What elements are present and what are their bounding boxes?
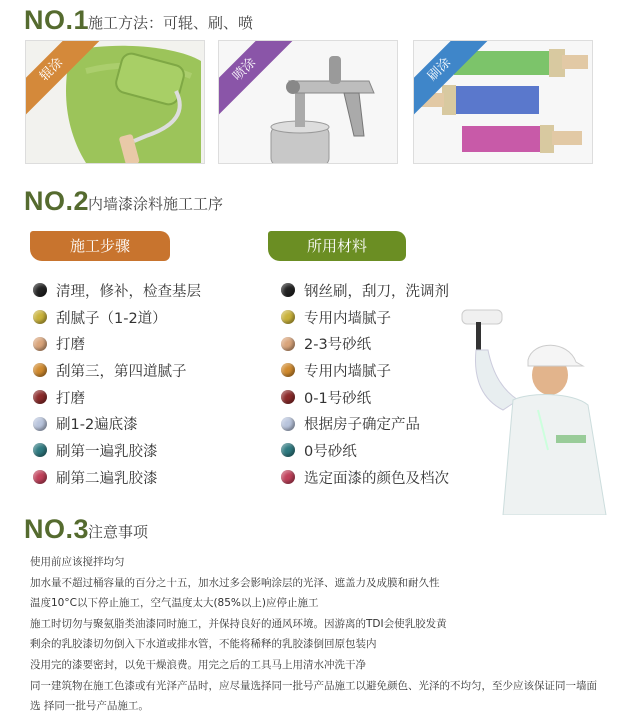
note-item: 温度10°C以下停止施工，空气温度太大(85%以上)应停止施工: [30, 597, 319, 610]
section3-title: 注意事项: [88, 523, 149, 541]
material-label: 专用内墙腻子: [304, 363, 391, 380]
material-label: 0号砂纸: [304, 443, 357, 460]
step-dot: [33, 363, 47, 377]
step-label: 清理，修补，检查基层: [56, 283, 201, 300]
section1-title: 施工方法：可辊、刷、喷: [88, 14, 254, 32]
material-label: 选定面漆的颜色及档次: [304, 470, 449, 487]
step-label: 刮第三，第四道腻子: [56, 363, 187, 380]
section2-title: 内墙漆涂料施工工序: [88, 195, 224, 213]
list-item: [33, 357, 263, 384]
notes-list: [30, 552, 605, 717]
painter-worker-icon: [458, 300, 608, 515]
step-dot: [33, 337, 47, 351]
step-label: 打磨: [56, 390, 85, 407]
list-item: [281, 437, 481, 464]
brush-panel: [413, 40, 593, 164]
list-item: [281, 384, 481, 411]
material-label: 0-1号砂纸: [304, 390, 372, 407]
list-item: [33, 437, 263, 464]
spray-panel: [218, 40, 398, 164]
step-dot: [33, 443, 47, 457]
list-item: [281, 357, 481, 384]
step-dot: [33, 283, 47, 297]
list-item: [281, 330, 481, 357]
section3-number: NO.3: [24, 514, 90, 544]
ribbon-spray: 喷涂: [218, 40, 297, 122]
section1-number: NO.1: [24, 5, 90, 35]
list-item: [281, 410, 481, 437]
material-dot: [281, 363, 295, 377]
material-dot: [281, 470, 295, 484]
steps-list: [33, 277, 263, 491]
note-item: 施工时切勿与聚氨脂类油漆同时施工，并保持良好的通风环境。因游离的TDI会使乳胶发黄: [30, 617, 447, 630]
materials-header: 所用材料: [268, 231, 406, 261]
list-item: [281, 277, 481, 304]
note-item: 使用前应该搅拌均匀: [30, 556, 125, 568]
ribbon-brush: 刷涂: [413, 40, 492, 122]
list-item: [281, 464, 481, 491]
material-dot: [281, 310, 295, 324]
list-item: [33, 304, 263, 331]
note-item: 加水量不超过桶容量的百分之十五，加水过多会影响涂层的光泽、遮盖力及成膜和耐久性: [30, 576, 440, 589]
list-item: [33, 277, 263, 304]
note-item: 没用完的漆要密封，以免干燥浪费。用完之后的工具马上用清水冲洗干净: [30, 658, 366, 671]
step-label: 刷第二遍乳胶漆: [56, 470, 158, 487]
list-item: [281, 304, 481, 331]
step-dot: [33, 470, 47, 484]
material-label: 钢丝刷，刮刀，洗调剂: [304, 283, 449, 300]
material-label: 根据房子确定产品: [304, 417, 420, 434]
step-label: 刷1-2遍底漆: [56, 417, 138, 434]
list-item: [33, 384, 263, 411]
step-label: 刷第一遍乳胶漆: [56, 443, 158, 460]
note-item: 同一建筑物在施工色漆或有光泽产品时，应尽量选择同一批号产品施工以避免颜色、光泽的不均匀，至少应该保证同一墙面选 择同一批号产品施工。: [30, 679, 597, 713]
step-label: 刮腻子（1-2道）: [56, 310, 167, 327]
steps-header: 施工步骤: [30, 231, 170, 261]
step-dot: [33, 310, 47, 324]
note-item: 剩余的乳胶漆切勿倒入下水道或排水管，不能将稀释的乳胶漆倒回原包装内: [30, 638, 377, 651]
step-label: 打磨: [56, 337, 85, 354]
material-dot: [281, 417, 295, 431]
material-dot: [281, 390, 295, 404]
step-dot: [33, 417, 47, 431]
step-dot: [33, 390, 47, 404]
ribbon-roller: 辊涂: [25, 40, 104, 122]
list-item: [33, 464, 263, 491]
material-label: 专用内墙腻子: [304, 310, 391, 327]
material-dot: [281, 283, 295, 297]
material-dot: [281, 337, 295, 351]
material-label: 2-3号砂纸: [304, 337, 372, 354]
list-item: [33, 410, 263, 437]
material-dot: [281, 443, 295, 457]
roller-panel: [25, 40, 205, 164]
materials-list: [281, 277, 481, 491]
section2-number: NO.2: [24, 186, 90, 216]
list-item: [33, 330, 263, 357]
